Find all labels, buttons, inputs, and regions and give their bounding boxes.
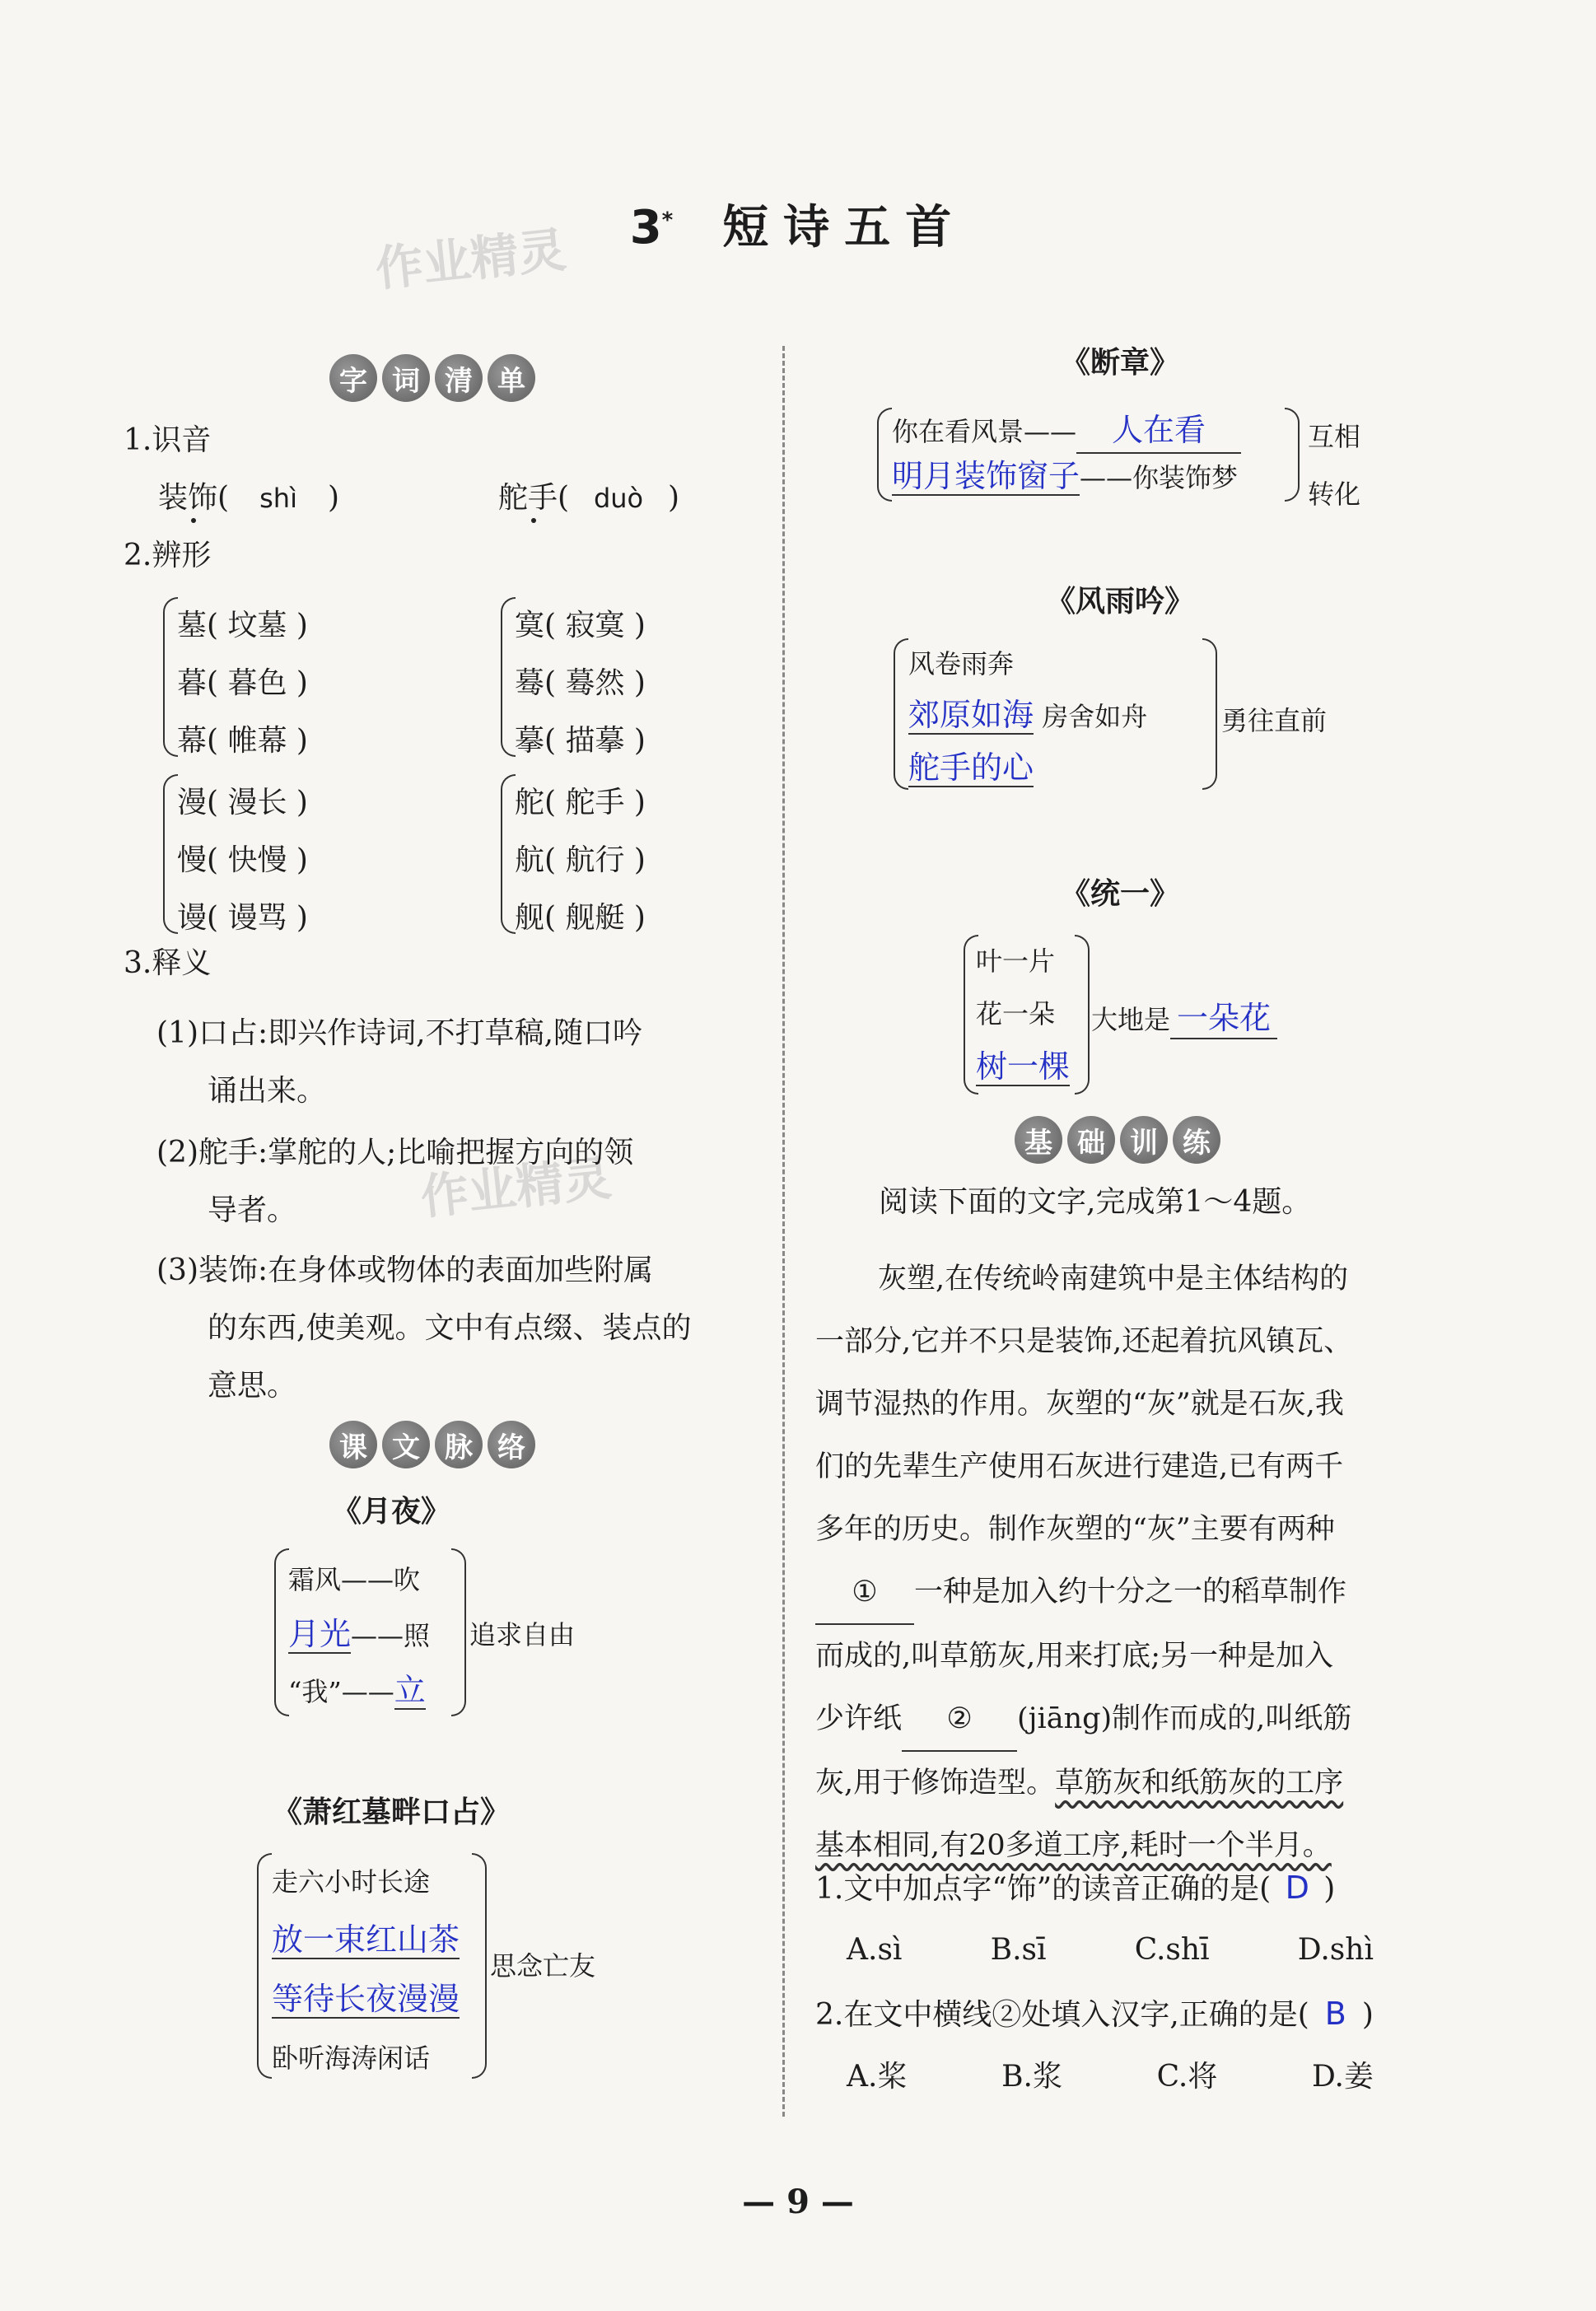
brace-right bbox=[1285, 408, 1300, 502]
badge-char: 清 bbox=[435, 354, 483, 402]
reading-passage: 灰塑,在传统岭南建筑中是主体结构的 一部分,它并不只是装饰,还起着抗风镇瓦、 调节湿热的作用。灰塑的“灰”就是石灰,我 们的先辈生产使用石灰进行建造,已有两千 多年的历史。制作灰塑的“灰”主要有两种 ① 一种是加入约十分之一的稻草制作 而成的,叫草筋灰,用来打底;另一种是加入 少许纸 ② (jiāng)制作而成的,叫纸筋 灰,用于修饰造型。草筋灰和纸筋灰的工序 基本相同,有20多道工序,耗时一个半月。 bbox=[815, 1263, 1353, 1862]
section-badge-outline bbox=[329, 1421, 535, 1468]
page-title bbox=[0, 191, 1596, 257]
yueye-rows: 霜风——吹 月光——照 “我”——立 bbox=[288, 1564, 431, 1708]
tongyi-title: 《统一》 bbox=[1060, 876, 1179, 911]
question-2: 2.在文中横线②处填入汉字,正确的是( B ) bbox=[815, 1996, 1374, 2032]
reading-intro: 阅读下面的文字,完成第1～4题。 bbox=[879, 1185, 1312, 1219]
shape-group-4: 舵( 舵手 ) 航( 航行 ) 舰( 舰艇 ) bbox=[515, 786, 646, 935]
meaning-heading: 3.释义 bbox=[124, 946, 212, 980]
badge-char: 文 bbox=[382, 1421, 430, 1468]
section-badge-practice bbox=[1015, 1116, 1220, 1164]
brace bbox=[501, 774, 516, 934]
lesson-number: 3* bbox=[629, 201, 674, 254]
pron-item-1: 装饰( shì ) bbox=[158, 481, 340, 515]
blank-1: ① bbox=[815, 1561, 914, 1625]
fengyu-title: 《风雨吟》 bbox=[1045, 584, 1194, 619]
question-1-options: A.sì B.sī C.shī D.shì bbox=[847, 1933, 1374, 1967]
badge-char: 课 bbox=[329, 1421, 377, 1468]
brace-right bbox=[1202, 638, 1217, 790]
fengyu-rows: 风卷雨奔 郊原如海 房舍如舟 舵手的心 bbox=[908, 648, 1148, 786]
badge-char: 单 bbox=[488, 354, 535, 402]
tongyi-result: 大地是 一朵花 bbox=[1091, 992, 1277, 1039]
badge-char: 练 bbox=[1173, 1116, 1220, 1164]
question-1: 1.文中加点字“饰”的读音正确的是( D ) bbox=[815, 1870, 1336, 1906]
brace bbox=[501, 597, 516, 757]
brace-right bbox=[1075, 935, 1090, 1095]
xiaohong-result: 思念亡友 bbox=[490, 1950, 596, 1982]
duanzhang-rows: 你在看风景—— 人在看 明月装饰窗子——你装饰梦 bbox=[892, 408, 1241, 500]
yueye-result: 追求自由 bbox=[469, 1619, 576, 1650]
duanzhang-title: 《断章》 bbox=[1060, 345, 1179, 380]
shape-heading: 2.辨形 bbox=[124, 539, 212, 572]
yueye-title: 《月夜》 bbox=[331, 1494, 450, 1529]
brace bbox=[877, 408, 892, 502]
brace-right bbox=[451, 1548, 466, 1716]
badge-char: 字 bbox=[329, 354, 377, 402]
blank-2: ② bbox=[902, 1688, 1017, 1752]
shape-group-2: 寞( 寂寞 ) 蓦( 蓦然 ) 摹( 描摹 ) bbox=[515, 609, 646, 758]
brace-right bbox=[472, 1853, 487, 2079]
watermark-top: 作业精灵 bbox=[372, 222, 569, 297]
brace bbox=[163, 597, 178, 757]
page-number: — 9 — bbox=[742, 2183, 854, 2221]
badge-char: 基 bbox=[1015, 1116, 1062, 1164]
brace bbox=[257, 1853, 272, 2079]
duanzhang-result: 互相 转化 bbox=[1308, 421, 1361, 510]
xiaohong-title: 《萧红墓畔口占》 bbox=[272, 1795, 510, 1829]
meaning-2: (2)舵手:掌舵的人;比喻把握方向的领 导者。 bbox=[156, 1136, 634, 1227]
shape-group-3: 漫( 漫长 ) 慢( 快慢 ) 谩( 谩骂 ) bbox=[177, 786, 308, 935]
badge-char: 脉 bbox=[435, 1421, 483, 1468]
brace bbox=[894, 638, 908, 790]
pron-heading: 1.识音 bbox=[124, 423, 212, 457]
lesson-title: 短诗五首 bbox=[722, 201, 967, 254]
badge-char: 础 bbox=[1067, 1116, 1115, 1164]
brace bbox=[274, 1548, 289, 1716]
badge-char: 词 bbox=[382, 354, 430, 402]
fengyu-result: 勇往直前 bbox=[1221, 705, 1328, 736]
section-badge-vocab bbox=[329, 354, 535, 402]
watermark-mid: 作业精灵 bbox=[418, 1150, 614, 1226]
meaning-1: (1)口占:即兴作诗词,不打草稿,随口吟 诵出来。 bbox=[156, 1016, 643, 1108]
badge-char: 训 bbox=[1120, 1116, 1168, 1164]
meaning-3: (3)装饰:在身体或物体的表面加些附属 的东西,使美观。文中有点缀、装点的 意思。 bbox=[156, 1254, 692, 1403]
brace bbox=[163, 774, 178, 934]
question-2-options: A.桨 B.浆 C.将 D.姜 bbox=[847, 2060, 1374, 2094]
xiaohong-rows: 走六小时长途 放一束红山茶 等待长夜漫漫 卧听海涛闲话 bbox=[272, 1866, 460, 2074]
badge-char: 络 bbox=[488, 1421, 535, 1468]
shape-group-1: 墓( 坟墓 ) 暮( 暮色 ) 幕( 帷幕 ) bbox=[177, 609, 308, 758]
tongyi-rows: 叶一片 花一朵 树一棵 bbox=[976, 945, 1071, 1085]
pron-item-2: 舵手( duò ) bbox=[498, 481, 680, 515]
